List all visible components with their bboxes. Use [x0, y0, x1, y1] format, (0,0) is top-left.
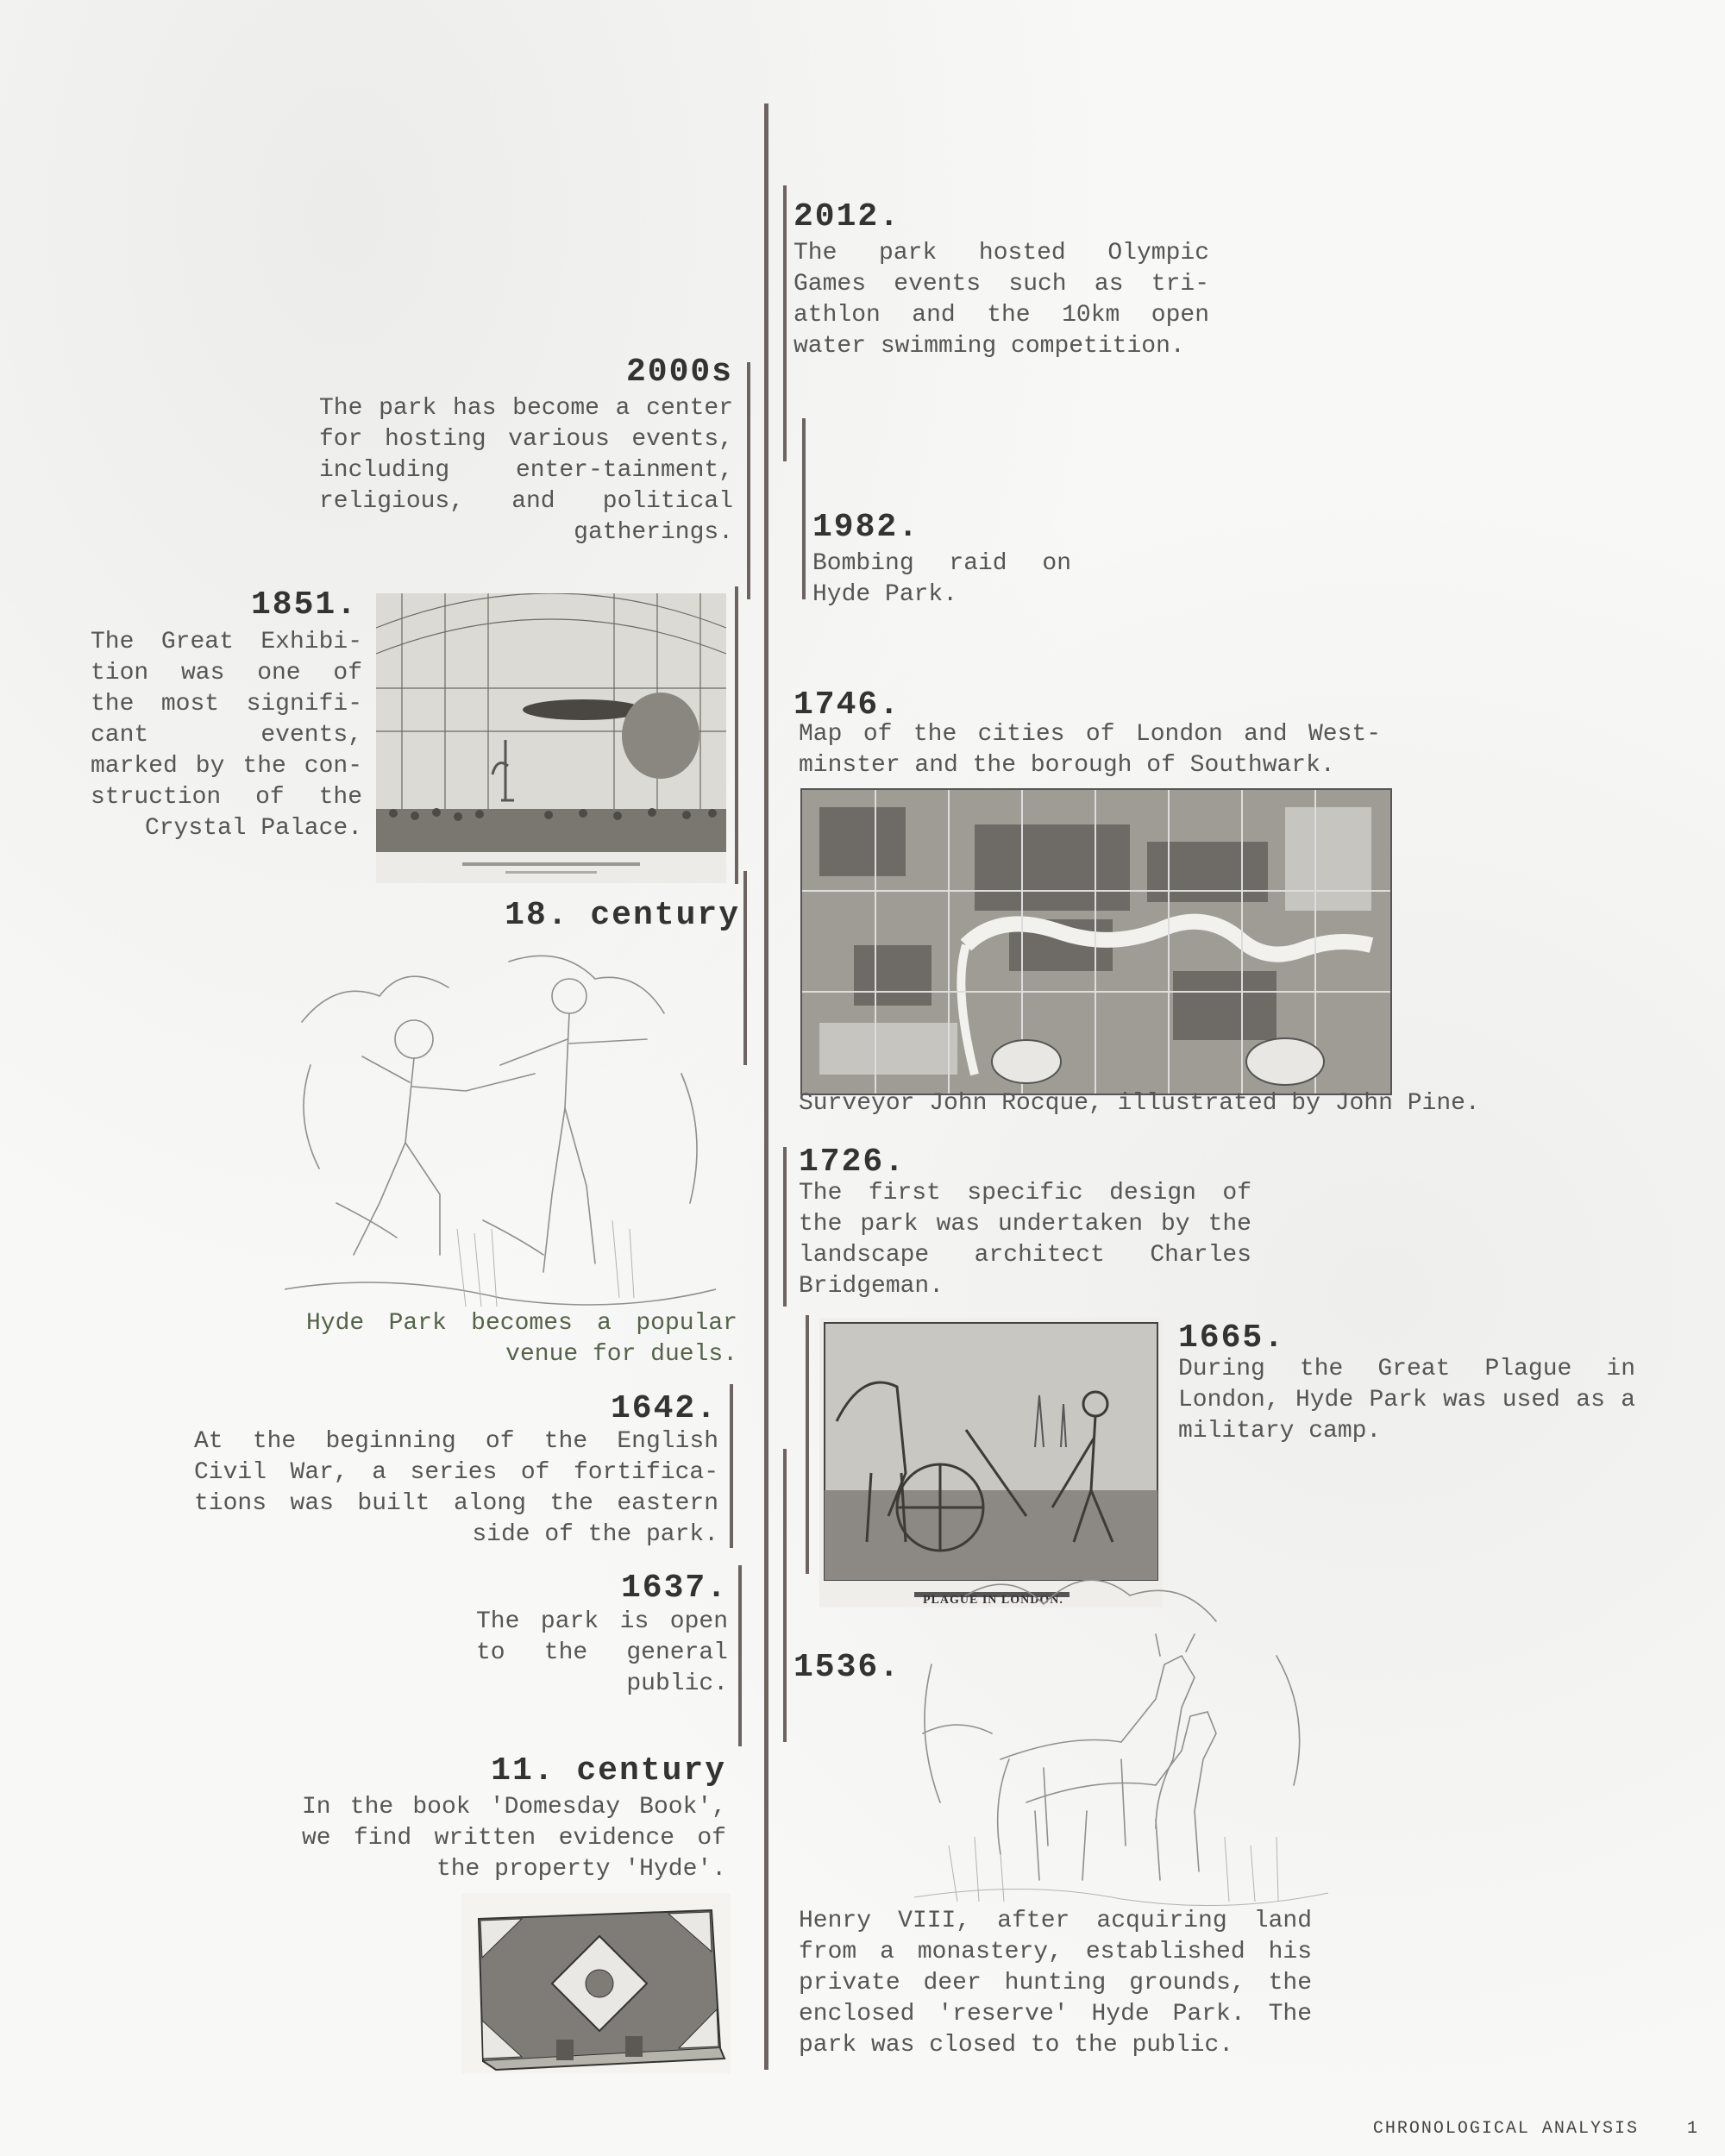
year-1665: 1665.	[1178, 1319, 1286, 1357]
year-1726: 1726.	[799, 1144, 906, 1181]
text-1536: Henry VIII, after acquiring land from a monastery, established his private deer hunting grounds, the enclosed 'reserve' Hyde Park. The park was closed to the public.	[799, 1908, 1312, 2059]
text-2000s: The park has become a center for hosting various events, including enter-tainment, religious, and political gatherings.	[319, 395, 733, 546]
caption-1746: Surveyor John Rocque, illustrated by John Pine.	[799, 1090, 1480, 1117]
year-2000s: 2000s	[625, 354, 733, 391]
year-1851: 1851.	[250, 586, 358, 624]
year-1536: 1536.	[794, 1649, 901, 1686]
timeline-main-line	[764, 103, 768, 2070]
timeline-segment-2012	[783, 185, 787, 461]
timeline-segment-1665	[806, 1315, 809, 1574]
timeline-segment-18c	[743, 871, 747, 1065]
domesday-book-engraving	[461, 1893, 731, 2074]
footer	[1373, 2119, 1699, 2139]
caption-plague-image: PLAGUE IN LONDON.	[923, 1594, 1063, 1607]
text-2012: The park hosted Olympic Games events such as tri-athlon and the 10km open water swimming competition.	[794, 240, 1209, 360]
timeline-segment-1642	[730, 1384, 733, 1548]
text-1851: The Great Exhibi-tion was one of the most signifi-cant events, marked by the con-struction of the Crystal Palace.	[91, 629, 362, 842]
year-18-century: 18. century	[505, 897, 740, 934]
text-1746: Map of the cities of London and West-minster and the borough of Southwark.	[799, 721, 1381, 779]
timeline-segment-1536	[783, 1449, 787, 1742]
year-1746: 1746.	[794, 686, 901, 724]
text-1637: The park is open to the general public.	[476, 1608, 728, 1697]
crystal-palace-engraving	[376, 593, 726, 883]
text-1726: The first specific design of the park was undertaken by the landscape architect Charles Bridgeman.	[799, 1180, 1251, 1300]
duel-sketch	[285, 944, 716, 1315]
year-1637: 1637.	[620, 1570, 728, 1607]
text-1982: Bombing raid on Hyde Park.	[812, 550, 1071, 608]
timeline-segment-1726	[783, 1147, 787, 1307]
text-18-century: Hyde Park becomes a popular venue for duels.	[306, 1310, 737, 1368]
timeline-segment-1637	[738, 1565, 742, 1746]
text-11-century: In the book 'Domesday Book', we find written evidence of the property 'Hyde'.	[302, 1794, 726, 1883]
text-1665: During the Great Plague in London, Hyde Park was used as a military camp.	[1178, 1356, 1635, 1445]
footer-label: CHRONOLOGICAL ANALYSIS	[1372, 2119, 1639, 2139]
rocque-map-of-london	[800, 788, 1392, 1095]
text-1642: At the beginning of the English Civil War, a series of fortifica-tions was built along the eastern side of the park.	[194, 1428, 718, 1548]
year-1642: 1642.	[610, 1390, 718, 1427]
timeline-segment-1982	[802, 418, 806, 599]
year-2012: 2012.	[794, 198, 901, 235]
timeline-segment-2000s	[747, 362, 750, 599]
year-1982: 1982.	[812, 509, 920, 546]
deer-sketch	[897, 1561, 1337, 1906]
year-11-century: 11. century	[491, 1752, 726, 1789]
page-number: 1	[1686, 2119, 1699, 2139]
timeline-segment-1851	[735, 586, 738, 884]
